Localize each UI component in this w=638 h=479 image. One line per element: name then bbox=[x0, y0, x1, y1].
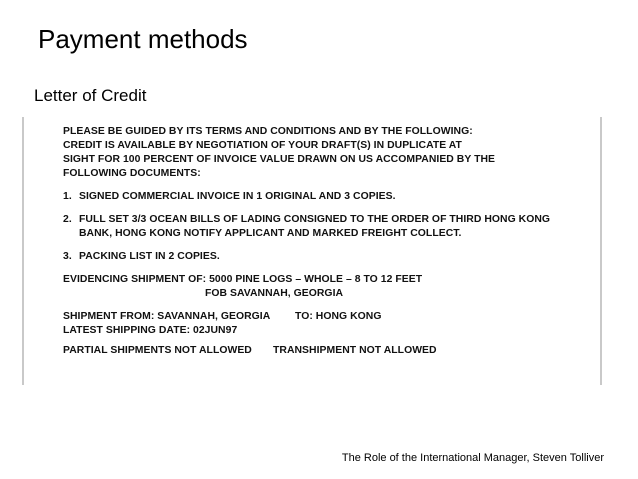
scan-edge-right bbox=[600, 117, 602, 385]
document-text bbox=[63, 125, 583, 358]
shipment-from: SHIPMENT FROM: SAVANNAH, GEORGIA bbox=[63, 311, 271, 322]
document-item-3 bbox=[63, 250, 583, 264]
shipment-to: TO: HONG KONG bbox=[295, 311, 382, 322]
shipment-route bbox=[63, 310, 583, 324]
evidencing-shipment: EVIDENCING SHIPMENT OF: 5000 PINE LOGS – WHOLE – 8 TO 12 FEET bbox=[63, 274, 423, 285]
item-text: FULL SET 3/3 OCEAN BILLS OF LADING CONSIGNED TO THE ORDER OF THIRD HONG KONG bbox=[79, 214, 551, 225]
letter-of-credit-scan bbox=[22, 117, 602, 385]
item-text: PACKING LIST IN 2 COPIES. bbox=[79, 251, 220, 262]
slide-title: Payment methods bbox=[38, 24, 248, 54]
shipment-conditions bbox=[63, 344, 583, 358]
item-text: BANK, HONG KONG NOTIFY APPLICANT AND MARKED FREIGHT COLLECT. bbox=[79, 228, 462, 239]
item-number: 3. bbox=[63, 251, 72, 262]
transhipment: TRANSHIPMENT NOT ALLOWED bbox=[273, 345, 437, 356]
item-number: 1. bbox=[63, 191, 72, 202]
partial-shipments: PARTIAL SHIPMENTS NOT ALLOWED bbox=[63, 345, 252, 356]
document-item-1 bbox=[63, 190, 583, 204]
intro-line: CREDIT IS AVAILABLE BY NEGOTIATION OF YOUR DRAFT(S) IN DUPLICATE AT bbox=[63, 140, 462, 151]
document-item-2-cont bbox=[63, 227, 583, 241]
fob-terms: FOB SAVANNAH, GEORGIA bbox=[205, 288, 344, 299]
document-item-2 bbox=[63, 213, 583, 227]
item-number: 2. bbox=[63, 214, 72, 225]
scan-edge-left bbox=[22, 117, 24, 385]
source-citation: The Role of the International Manager, Steven Tolliver bbox=[341, 452, 604, 464]
intro-line: PLEASE BE GUIDED BY ITS TERMS AND CONDITIONS AND BY THE FOLLOWING: bbox=[63, 126, 473, 137]
slide-subtitle: Letter of Credit bbox=[34, 86, 147, 105]
item-text: SIGNED COMMERCIAL INVOICE IN 1 ORIGINAL AND 3 COPIES. bbox=[79, 191, 396, 202]
intro-line: FOLLOWING DOCUMENTS: bbox=[63, 168, 201, 179]
intro-line: SIGHT FOR 100 PERCENT OF INVOICE VALUE DRAWN ON US ACCOMPANIED BY THE bbox=[63, 154, 496, 165]
latest-shipping-date: LATEST SHIPPING DATE: 02JUN97 bbox=[63, 325, 238, 336]
